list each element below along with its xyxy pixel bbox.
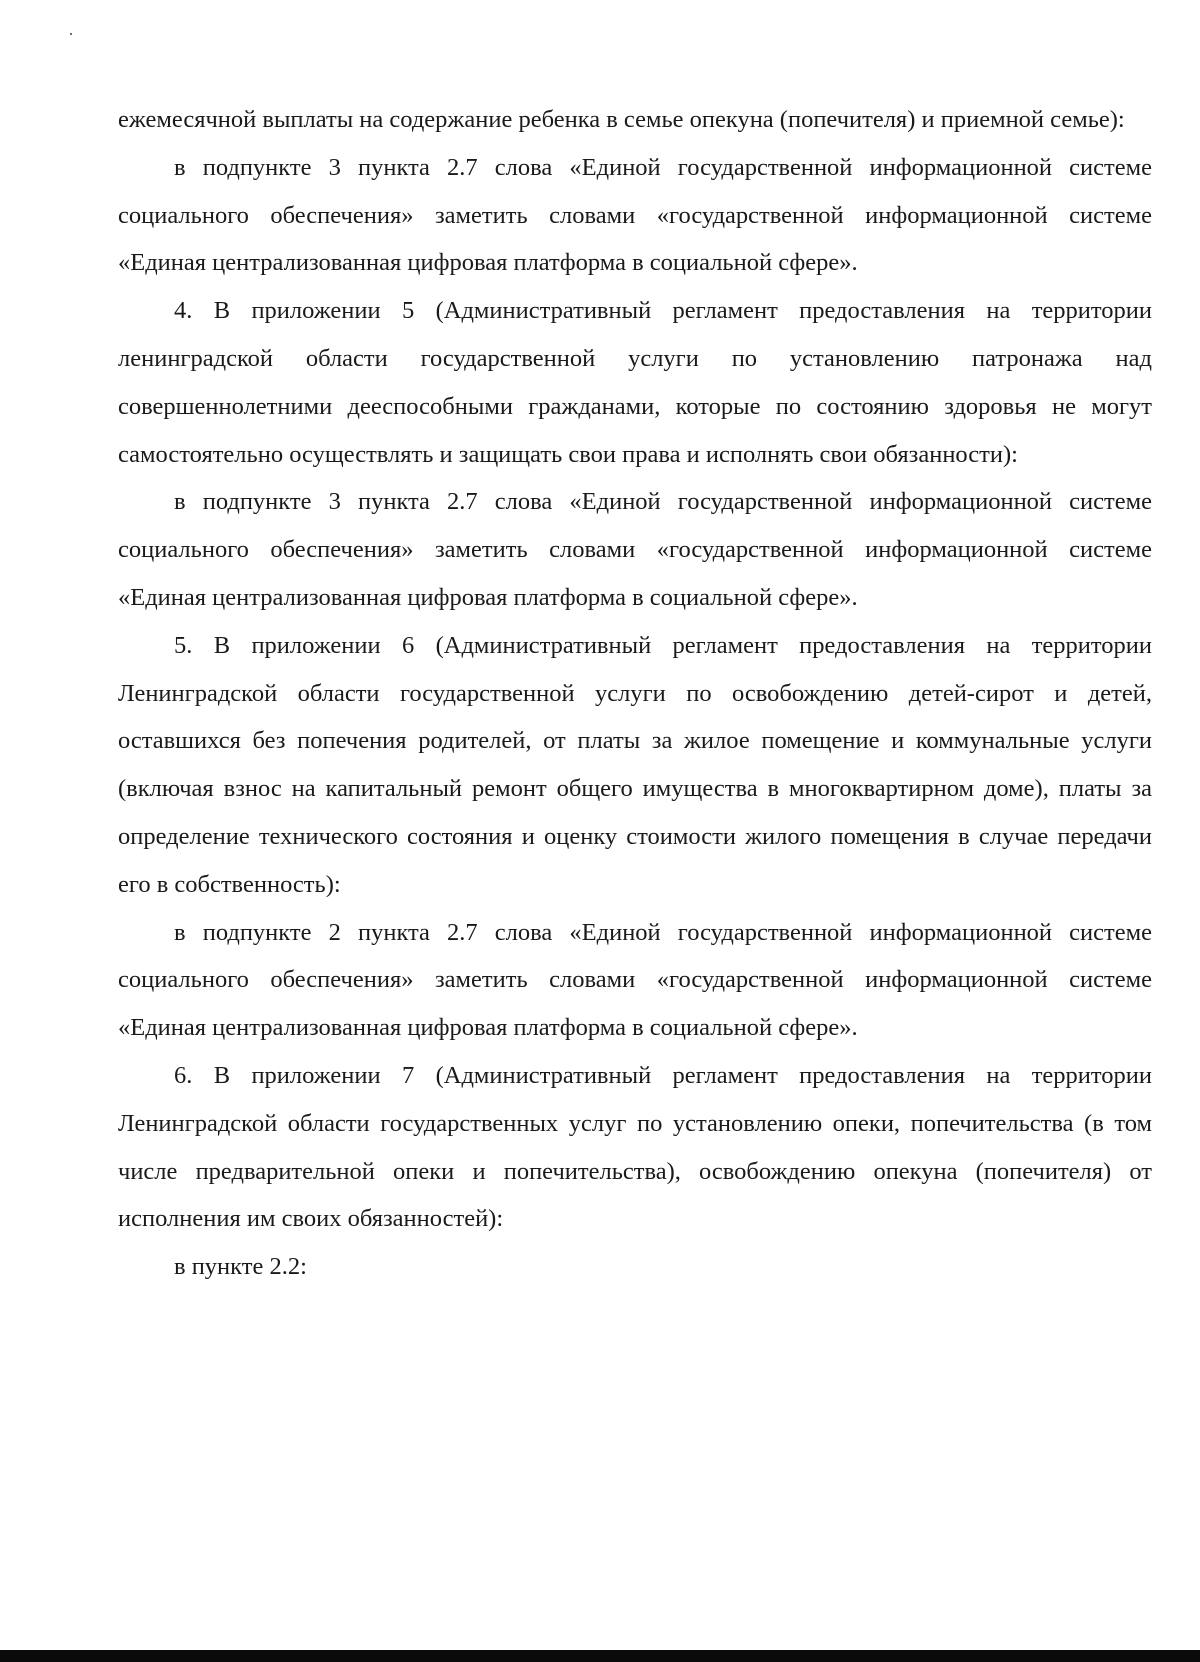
paragraph-continuation: ежемесячной выплаты на содержание ребенка в семье опекуна (попечителя) и приемной семье):	[118, 106, 1125, 133]
paragraph-item-4: 4. В приложении 5 (Административный регламент предоставления на территории ленинградской области государственной услуги по установлению патронажа над совершеннолетними дееспособными гражданами, которые по состоянию здоровья не могут самостоятельно осуществлять и защищать свои права и исполнять свои обязанности):	[118, 297, 1152, 468]
paragraph-subpoint-2-2.7: в подпункте 2 пункта 2.7 слова «Единой государственной информационной системе социального обеспечения» заметить словами «государственной информационной системе «Единая централизованная цифровая платформа в социальной сфере».	[118, 918, 1152, 1042]
scan-speck	[70, 33, 72, 35]
paragraph-item-6: 6. В приложении 7 (Административный регламент предоставления на территории Ленинградской области государственных услуг по установлению опеки, попечительства (в том числе предварительной опеки и попечительства), освобождению опекуна (попечителя) от исполнения им своих обязанностей):	[118, 1061, 1152, 1233]
document-body	[118, 96, 1152, 1291]
scan-bottom-edge	[0, 1650, 1200, 1662]
paragraph-item-5: 5. В приложении 6 (Административный регламент предоставления на территории Ленинградской области государственной услуги по освобождению детей-сирот и детей, оставшихся без попечения родителей, от платы за жилое помещение и коммунальные услуги (включая взнос на капитальный ремонт общего имущества в многоквартирном доме), платы за определение технического состояния и оценку стоимости жилого помещения в случае передачи его в собственность):	[118, 631, 1152, 898]
paragraph-subpoint-3-2.7-a: в подпункте 3 пункта 2.7 слова «Единой государственной информационной системе социального обеспечения» заметить словами «государственной информационной системе «Единая централизованная цифровая платформа в социальной сфере».	[118, 153, 1152, 277]
paragraph-point-2.2: в пункте 2.2:	[174, 1253, 307, 1281]
paragraph-subpoint-3-2.7-b: в подпункте 3 пункта 2.7 слова «Единой государственной информационной системе социального обеспечения» заметить словами «государственной информационной системе «Единая централизованная цифровая платформа в социальной сфере».	[118, 488, 1152, 611]
